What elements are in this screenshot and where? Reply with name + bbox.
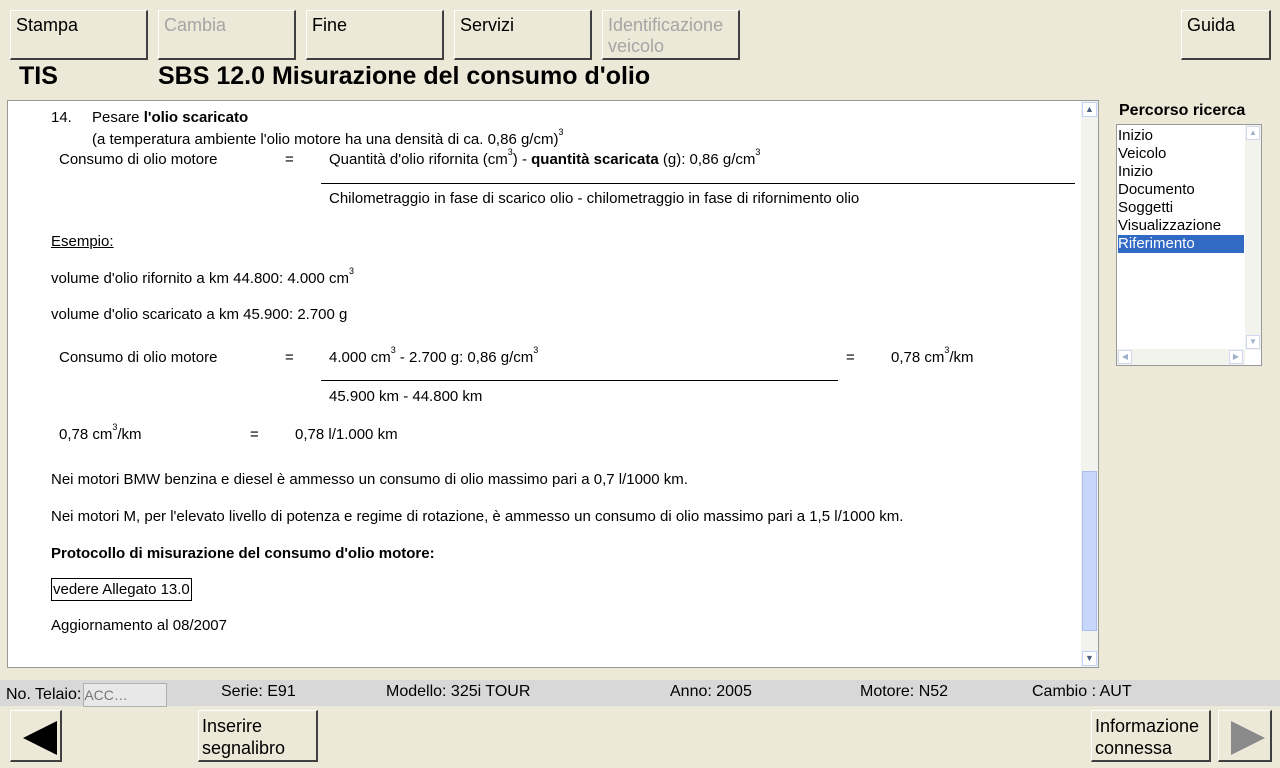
path-item-reference[interactable]: Riferimento bbox=[1118, 235, 1244, 253]
example-result bbox=[891, 345, 974, 366]
transmission: Cambio : AUT bbox=[1032, 683, 1132, 700]
density-note bbox=[92, 127, 564, 148]
paragraph-bmw: Nei motori BMW benzina e diesel è ammesso un consumo di olio massimo pari a 0,7 l/1000 km. bbox=[51, 471, 688, 488]
example-equals: = bbox=[285, 349, 294, 366]
sup: 3 bbox=[755, 147, 761, 157]
path-item-display[interactable]: Visualizzazione bbox=[1118, 217, 1222, 234]
vehicle-identification-label-2: veicolo bbox=[608, 36, 665, 56]
ex-num-a: 4.000 cm bbox=[329, 349, 391, 366]
path-item-vehicle[interactable]: Veicolo bbox=[1118, 145, 1167, 162]
path-item-subjects[interactable]: Soggetti bbox=[1118, 199, 1174, 216]
num-c: (g): 0,86 g/cm bbox=[658, 151, 756, 168]
list-scroll-right-icon[interactable]: ▶ bbox=[1229, 350, 1243, 364]
chassis-label: No. Telaio: bbox=[6, 686, 82, 704]
conversion-left-b: /km bbox=[117, 426, 142, 443]
path-item-start-2[interactable]: Inizio bbox=[1118, 163, 1154, 180]
insert-bookmark-button[interactable] bbox=[198, 710, 318, 762]
protocol-title: Protocollo di misurazione del consumo d'olio motore: bbox=[51, 545, 435, 562]
path-list-vscroll[interactable] bbox=[1245, 125, 1261, 350]
example-result-a: 0,78 cm bbox=[891, 349, 945, 366]
num-a: Quantità d'olio rifornita (cm bbox=[329, 151, 508, 168]
num-b: ) - bbox=[512, 151, 532, 168]
attachment-link[interactable]: vedere Allegato 13.0 bbox=[51, 578, 192, 601]
vehicle-status-bar bbox=[0, 680, 1280, 706]
bookmark-label-2: segnalibro bbox=[202, 738, 286, 758]
help-button[interactable] bbox=[1181, 10, 1271, 60]
end-label: Fine bbox=[312, 15, 348, 35]
document-scrollbar[interactable] bbox=[1081, 101, 1098, 667]
density-note-text: (a temperatura ambiente l'olio motore ha una densità di ca. 0,86 g/cm) bbox=[92, 131, 559, 148]
page-title: SBS 12.0 Misurazione del consumo d'olio bbox=[158, 62, 651, 90]
print-label: Stampa bbox=[16, 15, 79, 35]
scroll-down-icon[interactable]: ▼ bbox=[1082, 651, 1097, 666]
forward-button[interactable] bbox=[1218, 710, 1272, 762]
example-label: Esempio: bbox=[51, 233, 114, 250]
services-button[interactable] bbox=[454, 10, 592, 60]
example-line-2: volume d'olio scaricato a km 45.900: 2.700 g bbox=[51, 306, 348, 323]
sup: 3 bbox=[533, 345, 539, 355]
related-info-label-1: Informazione bbox=[1095, 716, 1200, 736]
print-button[interactable] bbox=[10, 10, 148, 60]
back-button[interactable] bbox=[10, 710, 62, 762]
update-date: Aggiornamento al 08/2007 bbox=[51, 617, 227, 634]
formula-label: Consumo di olio motore bbox=[59, 151, 218, 168]
fraction-line bbox=[321, 183, 1075, 184]
path-list-hscroll[interactable] bbox=[1117, 349, 1245, 365]
model: Modello: 325i TOUR bbox=[386, 683, 531, 700]
chassis-value: ACC… bbox=[83, 683, 167, 707]
year: Anno: 2005 bbox=[670, 683, 752, 700]
sup: 3 bbox=[349, 266, 355, 276]
step-line bbox=[92, 109, 248, 126]
change-label: Cambia bbox=[164, 15, 227, 35]
sup: 3 bbox=[558, 127, 564, 137]
change-button[interactable] bbox=[158, 10, 296, 60]
help-label: Guida bbox=[1187, 15, 1236, 35]
conversion-left-a: 0,78 cm bbox=[59, 426, 113, 443]
search-path-title: Percorso ricerca bbox=[1119, 102, 1246, 119]
bookmark-label-1: Inserire bbox=[202, 716, 263, 736]
path-item-start[interactable]: Inizio bbox=[1118, 127, 1154, 144]
arrow-left-icon bbox=[23, 721, 57, 755]
services-label: Servizi bbox=[460, 15, 515, 35]
sup: 3 bbox=[390, 345, 396, 355]
example-fraction-line bbox=[321, 380, 838, 381]
document-panel bbox=[7, 100, 1099, 668]
arrow-right-icon bbox=[1231, 721, 1265, 755]
formula-numerator bbox=[329, 147, 761, 168]
paragraph-m: Nei motori M, per l'elevato livello di potenza e regime di rotazione, è ammesso un consumo di olio massimo pari a 1,5 l/1000 km. bbox=[51, 508, 904, 525]
formula-equals: = bbox=[285, 151, 294, 168]
ex-num-b: - 2.700 g: 0,86 g/cm bbox=[395, 349, 534, 366]
end-button[interactable] bbox=[306, 10, 444, 60]
sup: 3 bbox=[112, 422, 118, 432]
list-scroll-left-icon[interactable]: ◀ bbox=[1118, 350, 1132, 364]
conversion-left bbox=[59, 422, 142, 443]
engine: Motore: N52 bbox=[860, 683, 949, 700]
example-numerator bbox=[329, 345, 539, 366]
example-result-equals: = bbox=[846, 349, 855, 366]
list-scroll-up-icon[interactable]: ▲ bbox=[1246, 126, 1260, 140]
series: Serie: E91 bbox=[221, 683, 296, 700]
num-bold: quantità scaricata bbox=[531, 151, 659, 168]
list-scroll-down-icon[interactable]: ▼ bbox=[1246, 335, 1260, 349]
example-result-b: /km bbox=[949, 349, 974, 366]
example-denominator: 45.900 km - 44.800 km bbox=[329, 388, 483, 405]
formula-denominator: Chilometraggio in fase di scarico olio - chilometraggio in fase di rifornimento olio bbox=[329, 190, 860, 207]
conversion-right: 0,78 l/1.000 km bbox=[295, 426, 398, 443]
step-number: 14. bbox=[51, 109, 72, 126]
vehicle-identification-label-1: Identificazione bbox=[608, 15, 724, 35]
related-info-label-2: connessa bbox=[1095, 738, 1173, 758]
example-line-1 bbox=[51, 266, 355, 287]
app-name: TIS bbox=[19, 62, 58, 90]
sup: 3 bbox=[507, 147, 513, 157]
vehicle-identification-button[interactable] bbox=[602, 10, 740, 60]
related-info-button[interactable] bbox=[1091, 710, 1211, 762]
example-formula-label: Consumo di olio motore bbox=[59, 349, 218, 366]
conversion-equals: = bbox=[250, 426, 259, 443]
example-line-1-text: volume d'olio rifornito a km 44.800: 4.000 cm bbox=[51, 270, 350, 287]
step-text: Pesare bbox=[92, 109, 144, 126]
path-item-document[interactable]: Documento bbox=[1118, 181, 1195, 198]
search-path-list[interactable] bbox=[1116, 124, 1262, 366]
chassis-number bbox=[6, 683, 167, 707]
scroll-up-icon[interactable]: ▲ bbox=[1082, 102, 1097, 117]
step-bold: l'olio scaricato bbox=[143, 109, 249, 126]
sup: 3 bbox=[944, 345, 950, 355]
document-body bbox=[8, 101, 1083, 667]
scroll-thumb[interactable] bbox=[1082, 471, 1097, 631]
